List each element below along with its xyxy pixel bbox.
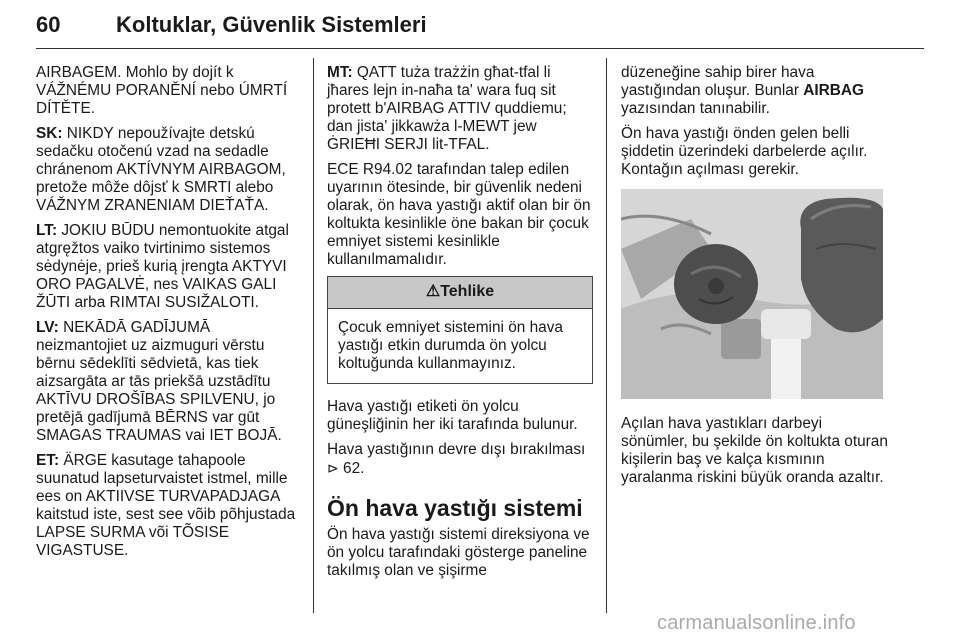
paragraph-deployment: Ön hava yastığı önden gelen belli şiddetin üzerindeki darbelerde açılır. Kontağın açılması gerekir. (621, 125, 868, 178)
page-ref-icon: ⊳ (327, 460, 339, 476)
paragraph-mt-warning (327, 64, 593, 154)
lang-label-sk: SK: (36, 125, 63, 142)
paragraph-airbag-label: Hava yastığı etiketi ön yolcu güneşliğinin her iki tarafında bulunur. (327, 398, 578, 433)
lang-label-lv: LV: (36, 319, 59, 336)
paragraph-front-airbag: Ön hava yastığı sistemi direksiyona ve ön yolcu tarafındaki gösterge paneline takılmış olan ve şişirme (327, 526, 590, 579)
watermark: carmanualsonline.info (657, 612, 856, 634)
et-text: ÄRGE kasutage tahapoole suunatud lapseturvaistet istmel, mille ees on AKTIIVSE TURVAPADJAGA kaitstud iste, sest see võib põhjustada LAPSE SURMA või TÕSISE VIGASTUSE. (36, 452, 296, 559)
column-2 (327, 64, 593, 587)
mt-text: QATT tuża trażżin għat-tfal li jħares lejn in-naħa ta' wara fuq sit protett b'AIRBAG ATTIV quddiemu; dan jista' jikkawża l-MEWT jew ĠRIEĦI SERJI lit-TFAL. (327, 64, 567, 153)
column-divider (313, 58, 314, 613)
paragraph-airbag-marking: düzeneğine sahip birer hava yastığından oluşur. Bunlar AIRBAG yazısından tanınabilir. (621, 64, 864, 117)
column-divider (606, 58, 607, 613)
paragraph-deactivation (327, 441, 593, 478)
paragraph-lt-warning (36, 222, 298, 312)
airbag-marking: AIRBAG (803, 82, 864, 99)
danger-box (327, 276, 593, 384)
danger-box-text: Çocuk emniyet sistemini ön hava yastığı etkin durumda ön yolcu koltuğunda kullanmayınız. (338, 319, 563, 372)
deactivation-text: Hava yastığının devre dışı bırakılması (327, 441, 586, 458)
lang-label-mt: MT: (327, 64, 353, 81)
paragraph-protection: Açılan hava yastıkları darbeyi sönümler, bu şekilde ön koltukta oturan kişilerin baş ve kalça kısmının yaralanma riskini büyük oranda azaltır. (621, 415, 888, 486)
lt-text: JOKIU BŪDU nemontuokite atgal atgręžtos vaiko tvirtinimo sistemos sėdynėje, prieš kurią įrengta AKTYVI ORO PAGALVĖ, nes VAIKAS GALI ŽŪTI arba RIMTAI SUSIŽALOTI. (36, 222, 289, 311)
lv-text: NEKĀDĀ GADĪJUMĀ neizmantojiet uz aizmuguri vērstu bērnu sēdeklīti sēdvietā, kas tiek aizsargāta ar tās priekšā uzstādītu AKTĪVU DROŠĪBAS SPILVENU, jo pretējā gadījumā BĒRNS var gūt SMAGAS TRAUMAS vai IET BOJĀ. (36, 319, 282, 444)
danger-box-header (328, 277, 592, 309)
page-number: 60 (36, 12, 61, 37)
page-ref-link[interactable]: 62. (338, 460, 365, 477)
lang-label-lt: LT: (36, 222, 58, 239)
paragraph-cz-warning: AIRBAGEM. Mohlo by dojít k VÁŽNÉMU PORANĚNÍ nebo ÚMRTÍ DÍTĚTE. (36, 64, 288, 117)
paragraph-et-warning (36, 452, 298, 560)
paragraph-lv-warning (36, 319, 298, 445)
column-3 (621, 64, 891, 494)
sk-text: NIKDY nepoužívajte detskú sedačku otočenú vzad na sedadle chránenom AKTÍVNYM AIRBAGOM, pretože môže dôjsť k SMRTI alebo VÁŽNYM ZRANENIAM DIEŤAŤA. (36, 125, 286, 214)
page-title: Koltuklar, Güvenlik Sistemleri (116, 12, 427, 37)
column-1 (36, 64, 298, 567)
paragraph-ece: ECE R94.02 tarafından talep edilen uyarının ötesinde, bir güvenlik nedeni olarak, ön hava yastığı aktif olan bir ön koltukta kesinlikle öne bakan bir çocuk emniyet sistemi kesinlikle kullanılmamalıdır. (327, 161, 591, 268)
danger-box-title: Tehlike (440, 283, 495, 300)
lang-label-et: ET: (36, 452, 60, 469)
paragraph-sk-warning (36, 125, 298, 215)
section-title: Ön hava yastığı sistemi (327, 495, 583, 521)
page-header (36, 0, 924, 49)
warning-triangle-icon: ⚠ (425, 283, 441, 300)
deployed-airbags-illustration (621, 189, 883, 399)
